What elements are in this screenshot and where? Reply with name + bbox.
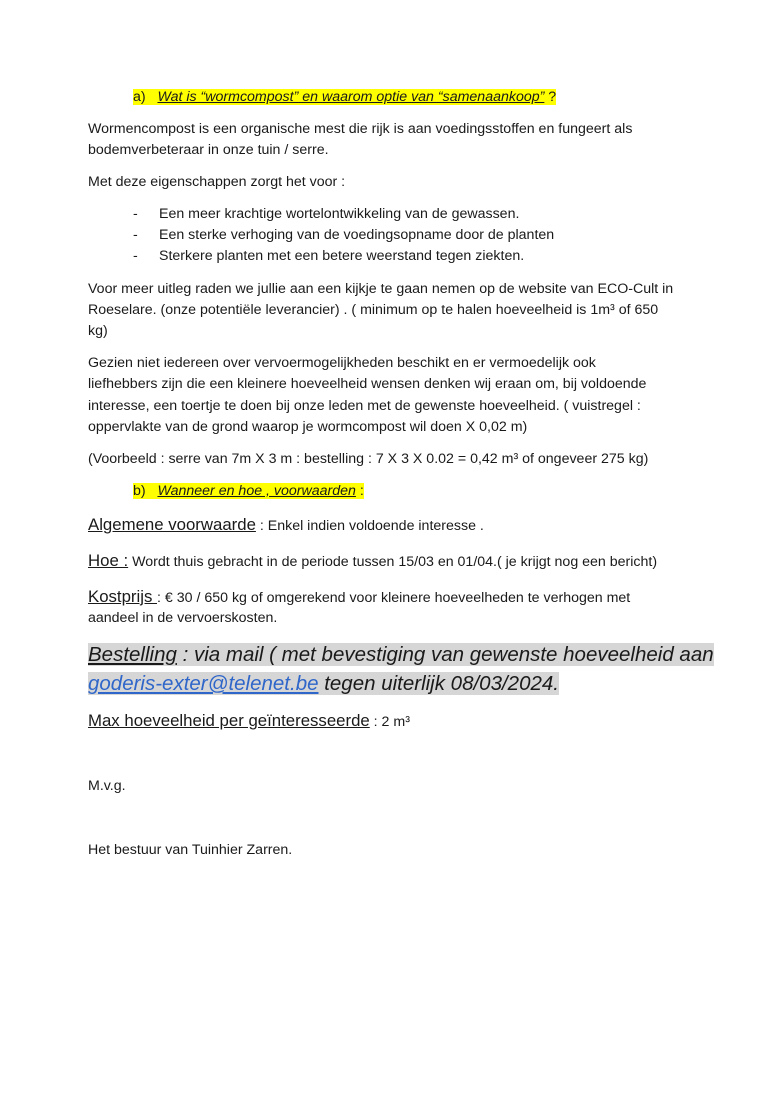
- section-b-heading: [133, 481, 364, 502]
- cost-condition: [88, 586, 630, 609]
- cost-text: : € 30 / 650 kg of omgerekend voor kleinere hoeveelheden te verhogen met: [157, 590, 631, 606]
- section-b-title: Wanneer en hoe , voorwaarden: [157, 483, 356, 499]
- how-text: Wordt thuis gebracht in de periode tussen 15/03 en 01/04.( je krijgt nog een bericht): [128, 554, 658, 570]
- properties-intro: Met deze eigenschappen zorgt het voor :: [88, 174, 346, 190]
- bullet-item-1: Een meer krachtige wortelontwikkeling van de gewassen.: [159, 206, 520, 222]
- bullet-item-2: Een sterke verhoging van de voedingsopname door de planten: [159, 227, 555, 243]
- section-a-title: Wat is “wormcompost” en waarom optie van “samenaankoop”: [157, 89, 545, 105]
- how-condition: [88, 550, 657, 573]
- more-info-line-1: Voor meer uitleg raden we jullie aan een kijkje te gaan nemen op de website van ECO-Cult in: [88, 281, 674, 297]
- order-line-1: [88, 641, 714, 669]
- closing: M.v.g.: [88, 778, 126, 794]
- max-quantity-text: : 2 m³: [369, 714, 410, 730]
- section-b-suffix: :: [355, 483, 364, 499]
- general-condition-text: : Enkel indien voldoende interesse .: [255, 518, 484, 534]
- transport-line-2: liefhebbers zijn die een kleinere hoeveelheid wensen denken wij eraan om, bij voldoende: [88, 376, 647, 392]
- order-text-1: : via mail ( met bevestiging van gewenste hoeveelheid aan: [176, 643, 714, 666]
- intro-line-1: Wormencompost is een organische mest die rijk is aan voedingsstoffen en fungeert als: [88, 121, 633, 137]
- order-text-2: tegen uiterlijk 08/03/2024.: [318, 672, 559, 695]
- cost-text-line-2: aandeel in de vervoerskosten.: [88, 610, 278, 626]
- order-label: Bestelling: [88, 643, 177, 666]
- max-quantity-label: Max hoeveelheid per geïnteresseerde: [88, 711, 370, 730]
- section-a-heading: [133, 87, 556, 108]
- general-condition-label: Algemene voorwaarde: [88, 515, 256, 534]
- signature: Het bestuur van Tuinhier Zarren.: [88, 842, 293, 858]
- more-info-line-3: kg): [88, 323, 108, 339]
- general-condition: [88, 514, 484, 537]
- order-line-2: [88, 670, 559, 698]
- how-label: Hoe :: [88, 551, 129, 570]
- max-quantity: [88, 710, 410, 733]
- cost-label: Kostprijs: [88, 587, 158, 606]
- bullet-marker: -: [133, 206, 138, 222]
- section-a-marker: a): [133, 89, 146, 105]
- order-email-link[interactable]: goderis-exter@telenet.be: [88, 672, 319, 695]
- bullet-marker: -: [133, 248, 138, 264]
- transport-line-1: Gezien niet iedereen over vervoermogelijkheden beschikt en er vermoedelijk ook: [88, 355, 596, 371]
- section-a-suffix: ?: [544, 89, 557, 105]
- transport-line-3: interesse, een toertje te doen bij onze leden met de gewenste hoeveelheid. ( vuistregel :: [88, 398, 641, 414]
- bullet-marker: -: [133, 227, 138, 243]
- example-line: (Voorbeeld : serre van 7m X 3 m : bestelling : 7 X 3 X 0.02 = 0,42 m³ of ongeveer 275 kg): [88, 451, 649, 467]
- section-b-marker: b): [133, 483, 146, 499]
- bullet-item-3: Sterkere planten met een betere weerstand tegen ziekten.: [159, 248, 525, 264]
- transport-line-4: oppervlakte van de grond waarop je wormcompost wil doen X 0,02 m): [88, 419, 528, 435]
- more-info-line-2: Roeselare. (onze potentiële leverancier) . ( minimum op te halen hoeveelheid is 1m³ of 650: [88, 302, 659, 318]
- intro-line-2: bodemverbeteraar in onze tuin / serre.: [88, 142, 329, 158]
